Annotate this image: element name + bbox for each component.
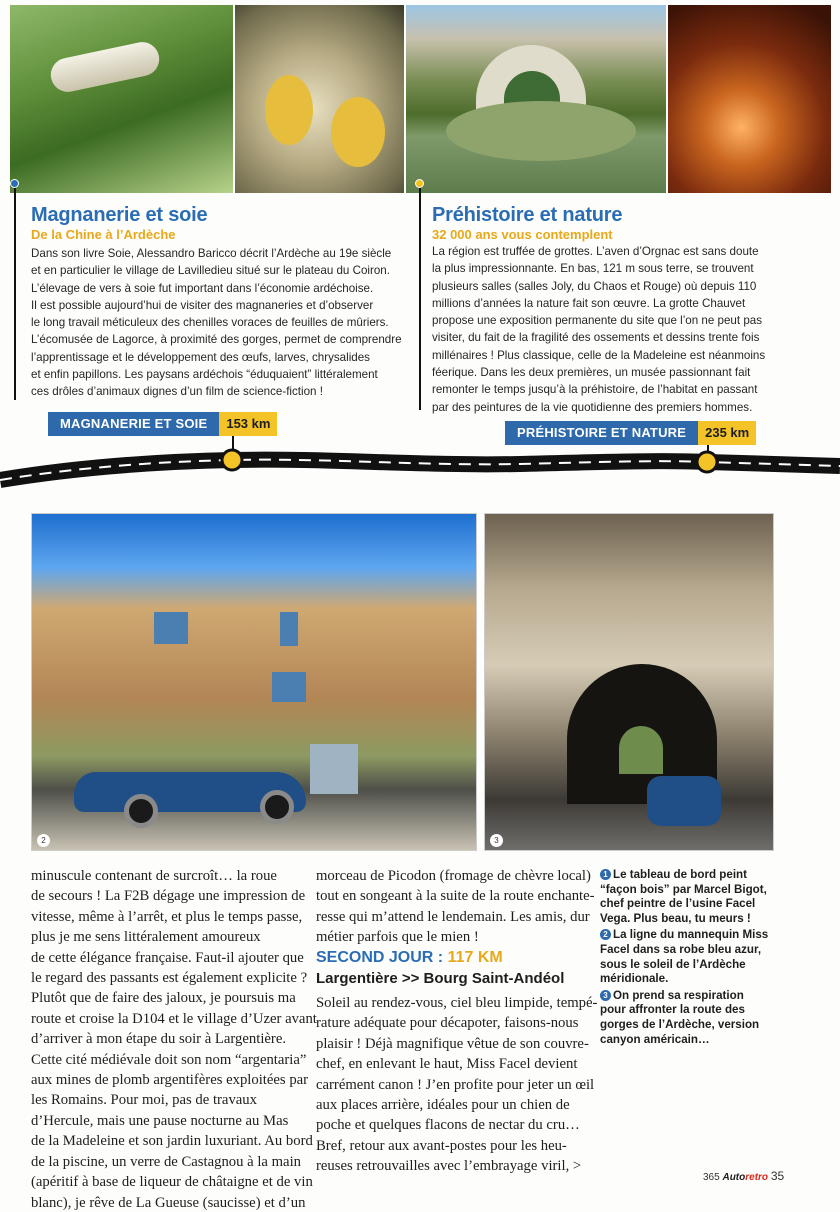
article-line: morceau de Picodon (fromage de chèvre local) (316, 868, 591, 884)
day-heading (316, 949, 503, 967)
article-line: carrément canon ! J’en profite pour jeter un œil (316, 1076, 595, 1093)
shutter-window (280, 612, 298, 646)
timeline-line (14, 184, 16, 400)
text-line: par des peintures de la vie quotidienne des premiers hommes. (432, 400, 753, 414)
text-line: le long travail méticuleux des chenilles voraces de feuilles de mûriers. (31, 316, 389, 330)
article-column-2-top (316, 866, 595, 948)
article-line: tout en songeant à la suite de la route enchante- (316, 888, 595, 905)
article-line: d’Hercule, mais une pause nocturne au Mas (31, 1112, 289, 1129)
caption-text: La ligne du mannequin Miss Facel dans sa robe bleu azur, sous le soleil de l’Ardèche méridionale. (600, 928, 769, 986)
article-line: les Romains. Pour moi, pas de travaux (31, 1092, 257, 1109)
brand-part: retro (745, 1172, 769, 1183)
section-text-silk (31, 245, 411, 401)
article-line: plaisir ! Déjà magnifique vêtue de son couvre- (316, 1035, 589, 1052)
wheel-shape (124, 794, 158, 828)
page-number: 35 (770, 1169, 785, 1183)
caption-number: 1 (600, 869, 611, 880)
article-line: vitesse, même à l’arrêt, et plus le temps passe, (31, 908, 303, 925)
caption-item (600, 989, 770, 1047)
text-line: L’écomusée de Lagorce, à proximité des gorges, permet de comprendre (31, 333, 402, 347)
article-column-2-bottom (316, 993, 598, 1177)
wheel-shape (260, 790, 294, 824)
article-line: Cette cité médiévale doit son nom “argentaria” (31, 1051, 307, 1068)
article-line: Soleil au rendez-vous, ciel bleu limpide, tempé- (316, 995, 598, 1011)
article-line: Plutôt que de faire des jaloux, je poursuis ma (31, 990, 296, 1007)
caption-text: On prend sa respiration pour affronter la route des gorges de l’Ardèche, version canyon américain… (600, 988, 760, 1046)
page-footer (703, 1169, 784, 1183)
river-shape (446, 101, 636, 161)
text-line: L’élevage de vers à soie fut important dans l’économie ardéchoise. (31, 281, 374, 295)
day-label: SECOND JOUR : (316, 949, 448, 966)
caption-item (600, 868, 770, 926)
text-line: propose une exposition permanente du site que l’on ne peut pas (432, 314, 763, 328)
cocoon-photo (235, 5, 404, 193)
cocoon-shape (331, 97, 385, 167)
article-line: resse qui m’attend le lendemain. Les amis, dur (316, 908, 590, 925)
magazine-brand (722, 1172, 768, 1183)
silkworm-shape (48, 39, 163, 95)
route-heading: Largentière >> Bourg Saint-Andéol (316, 970, 565, 987)
timeline-dot (10, 179, 19, 188)
article-line: minuscule contenant de surcroît… la roue (31, 868, 277, 884)
road-illustration (0, 436, 840, 496)
section-subtitle-silk: De la Chine à l’Ardèche (31, 227, 176, 242)
article-line: blanc), je rêve de La Gueuse (saucisse) et d’un (31, 1194, 306, 1211)
timeline-line (419, 184, 421, 410)
section-title-prehistory: Préhistoire et nature (432, 204, 623, 226)
day-distance: 117 KM (447, 949, 503, 966)
text-line: remonter le temps jusqu’à la préhistoire, de l’habitat en passant (432, 383, 758, 397)
section-text-prehistory (432, 243, 772, 416)
road-marker-dot (697, 452, 717, 472)
text-line: et enfin papillons. Les paysans ardéchois “éduquaient” littéralement (31, 368, 378, 382)
article-line: Bref, retour aux avant-postes pour les heu- (316, 1137, 567, 1154)
article-line: aux places arrière, idéales pour un chien de (316, 1097, 570, 1114)
article-line: chef, en enlevant le haut, Miss Facel devient (316, 1056, 578, 1073)
silkworm-photo (10, 5, 233, 193)
article-line: plus je me sens littéralement amoureux (31, 929, 261, 946)
road-tag-label: MAGNANERIE ET SOIE (48, 412, 219, 436)
photo-number: 2 (37, 834, 50, 847)
cocoon-shape (265, 75, 313, 145)
caption-number: 2 (600, 929, 611, 940)
article-line: métier parfois que le mien ! (316, 929, 479, 946)
article-line: aux mines de plomb argentifères exploitées par (31, 1072, 309, 1089)
gate-shape (310, 744, 358, 794)
text-line: féerique. Dans les deux premières, un musée passionnant fait (432, 366, 751, 380)
road-marker-dot (222, 450, 242, 470)
road-tag-silk (48, 412, 277, 436)
text-line: Dans son livre Soie, Alessandro Baricco décrit l’Ardèche au 19e siècle (31, 247, 392, 260)
text-line: ces drôles d’animaux dignes d’un film de science-fiction ! (31, 385, 323, 399)
article-line: de la piscine, un verre de Castagnou à la main (31, 1153, 301, 1170)
text-line: et en particulier le village de Lavilledieu situé sur le plateau du Coiron. (31, 264, 390, 278)
road-tag-label: PRÉHISTOIRE ET NATURE (505, 421, 698, 445)
blue-convertible-shape (647, 776, 721, 826)
article-line: reuses retrouvailles avec l’embrayage viril, > (316, 1158, 582, 1175)
article-line: poche et quelques flacons de nectar du cru… (316, 1117, 580, 1134)
article-line: rature adéquate pour décapoter, faisons-nous (316, 1015, 579, 1032)
photo-captions (600, 868, 770, 1049)
facel-vega-house-photo (31, 513, 477, 851)
caption-text: Le tableau de bord peint “façon bois” par Marcel Bigot, chef peintre de l’usine Facel Vega. Plus beau, tu meurs ! (600, 868, 767, 925)
article-line: de cette élégance française. Faut-il ajouter que (31, 949, 304, 966)
article-line: route et croise la D104 et le village d’Uzer avant (31, 1010, 317, 1027)
text-line: millénaires ! Plus classique, celle de la Madeleine est néanmoins (432, 348, 766, 362)
text-line: visiter, du fait de la fragilité des ossements et dessins trente fois (432, 331, 760, 345)
text-line: millions d’années la nature fait son œuvre. La grotte Chauvet (432, 296, 746, 310)
shutter-window (154, 612, 188, 644)
brand-part: Auto (722, 1172, 746, 1183)
text-line: Il est possible aujourd’hui de visiter des magnaneries et d’observer (31, 298, 374, 312)
caption-number: 3 (600, 990, 611, 1001)
text-line: l’apprentissage et le développement des œufs, larves, chrysalides (31, 350, 370, 364)
road-tag-distance: 153 km (219, 412, 277, 436)
photo-number: 3 (490, 834, 503, 847)
article-line: de la Madeleine et son jardin luxuriant. Au bord (31, 1133, 313, 1150)
timeline-dot (415, 179, 424, 188)
caption-item (600, 928, 770, 986)
text-line: la plus impressionnante. En bas, 121 m sous terre, se trouvent (432, 262, 754, 276)
tunnel-road-photo (484, 513, 774, 851)
issue-number: 365 (703, 1172, 720, 1183)
article-line: de secours ! La F2B dégage une impression de (31, 888, 306, 905)
text-line: plusieurs salles (salles Joly, du Chaos et Rouge) où depuis 110 (432, 279, 757, 293)
pont-d-arc-photo (406, 5, 666, 193)
section-title-silk: Magnanerie et soie (31, 204, 208, 226)
article-line: (apéritif à base de liqueur de châtaigne et de vin (31, 1174, 313, 1191)
article-line: d’arriver à mon étape du soir à Largentière. (31, 1031, 287, 1048)
cave-photo (668, 5, 831, 193)
article-column-1 (31, 866, 317, 1212)
text-line: La région est truffée de grottes. L’aven d’Orgnac est sans doute (432, 245, 759, 258)
section-subtitle-prehistory: 32 000 ans vous contemplent (432, 227, 613, 242)
shutter-window (272, 672, 306, 702)
article-line: le regard des passants est également explicite ? (31, 970, 308, 987)
road-tag-distance: 235 km (698, 421, 756, 445)
